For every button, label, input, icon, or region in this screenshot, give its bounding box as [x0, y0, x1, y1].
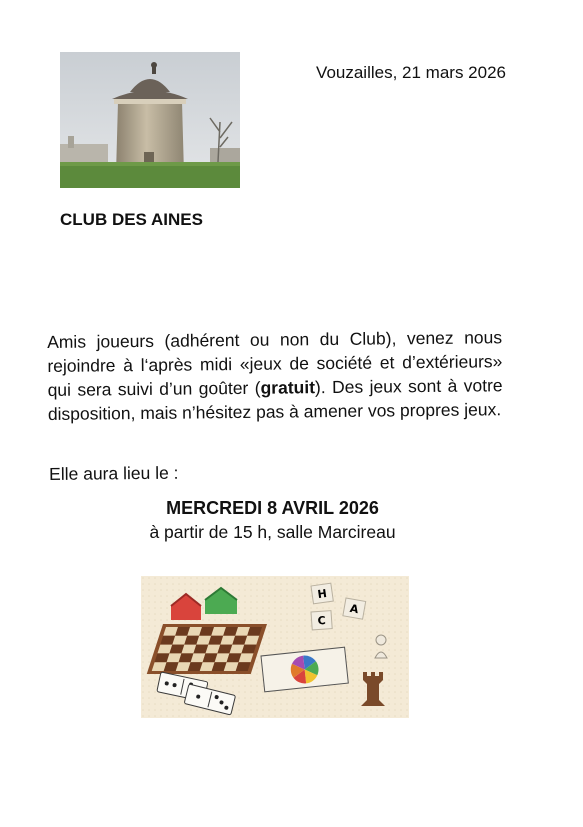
intro-text-end: ). Des jeux sont à votre disposition, mais n’hésitez pas à amener vos propres jeux. — [47, 375, 503, 424]
checkerboard-icon — [147, 624, 267, 674]
event-place: à partir de 15 h, salle Marcireau — [149, 522, 396, 542]
board-games-illustration — [141, 576, 409, 718]
intro-bold-gratuit: gratuit — [260, 377, 316, 398]
club-title: CLUB DES AINES — [60, 210, 203, 229]
date-line: Vouzailles, 21 mars 2026 — [316, 63, 506, 82]
tower-photo — [60, 52, 240, 188]
tile-letter: A — [348, 601, 360, 617]
tile-letter: H — [316, 586, 328, 602]
intro-text-start: Amis joueurs (adhérent ou non du Club), venez nous rejoindre à l‘après midi «jeux de société et d’extérieurs» qui sera suivi d’un goûter ( — [47, 327, 503, 400]
tile-letter: C — [317, 614, 327, 628]
intro-paragraph — [47, 325, 503, 426]
event-date: MERCREDI 8 AVRIL 2026 — [166, 498, 379, 518]
lieu-line: Elle aura lieu le : — [49, 462, 179, 484]
